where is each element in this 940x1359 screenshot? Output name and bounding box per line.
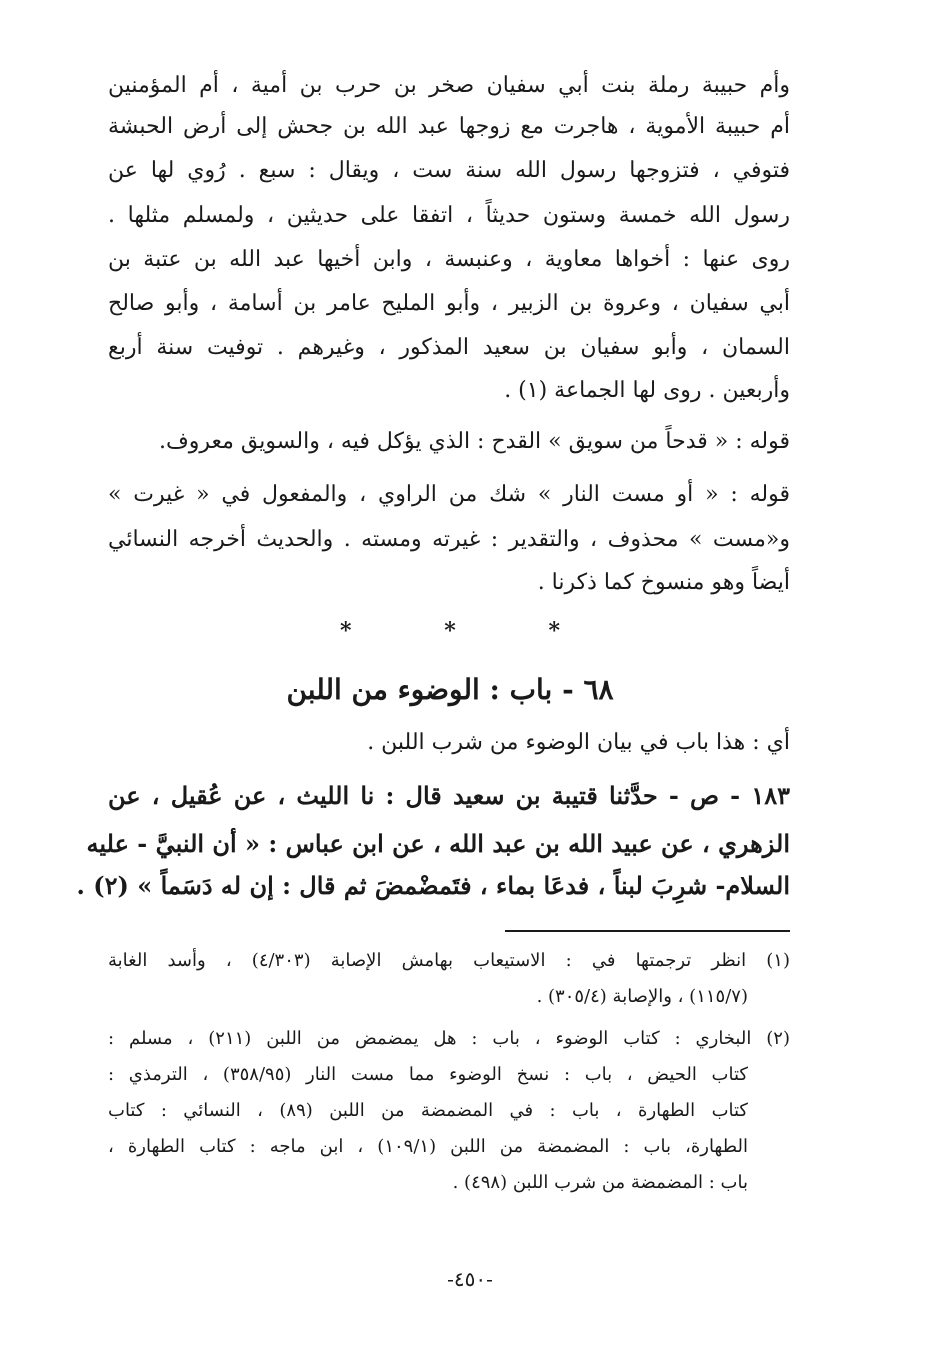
text-line: روى عنها : أخواها معاوية ، وعنبسة ، وابن أخيها عبد الله بن عتبة بن [108,247,790,272]
text-line: أم حبيبة الأموية ، هاجرت مع زوجها عبد الله بن جحش إلى أرض الحبشة [108,114,790,139]
section-separator [340,618,560,648]
page-number: -٤٥٠- [447,1267,493,1291]
text-line: أي : هذا باب في بيان الوضوء من شرب اللبن . [367,730,790,755]
text-line: رسول الله خمسة وستون حديثاً ، اتفقا على حديثين ، ولمسلم مثلها . [108,203,790,228]
text-line: السمان ، وأبو سفيان بن سعيد المذكور ، وغيرهم . توفيت سنة أربع [108,335,790,360]
text-line: وأربعين . روى لها الجماعة (١) . [504,378,790,403]
footnote-line: كتاب الطهارة ، باب : في المضمضة من اللبن (٨٩) ، النسائي : كتاب [108,1100,749,1121]
chapter-heading: ٦٨ - باب : الوضوء من اللبن [286,673,614,706]
separator-star: * [548,618,560,644]
footnote-line: (٢) البخاري : كتاب الوضوء ، باب : هل يمضمض من اللبن (٢١١) ، مسلم : [108,1028,790,1049]
separator-star: * [444,618,456,644]
text-line: فتوفي ، فتزوجها رسول الله سنة ست ، ويقال : سبع . رُوي لها عن [108,158,790,183]
footnote-line: باب : المضمضة من شرب اللبن (٤٩٨) . [452,1172,748,1193]
footnote-line: الطهارة، باب : المضمضة من اللبن (١٠٩/١) ، ابن ماجه : كتاب الطهارة ، [108,1136,748,1157]
text-line: أيضاً وهو منسوخ كما ذكرنا . [537,570,790,595]
text-line: قوله : « قدحاً من سويق » القدح : الذي يؤكل فيه ، والسويق معروف. [158,429,790,454]
hadith-line: ١٨٣ - ص - حدَّثنا قتيبة بن سعيد قال : نا الليث ، عن عُقيل ، عن [108,781,790,810]
text-line: قوله : « أو مست النار » شك من الراوي ، والمفعول في « غيرت » [108,482,790,507]
footnote-line: كتاب الحيض ، باب : نسخ الوضوء مما مست النار (٣٥٨/٩٥) ، الترمذي : [108,1064,748,1085]
text-line: أبي سفيان ، وعروة بن الزبير ، وأبو المليح عامر بن أسامة ، وأبو صالح [108,291,790,316]
hadith-line: الزهري ، عن عبيد الله بن عبد الله ، عن ابن عباس : « أن النبيَّ - عليه [86,829,790,858]
separator-star: * [340,618,352,644]
text-line: و«مست » محذوف ، والتقدير : غيرته ومسته . والحديث أخرجه النسائي [108,527,790,552]
text-line: وأم حبيبة رملة بنت أبي سفيان صخر بن حرب بن أمية ، أم المؤمنين [108,73,790,98]
footnote-line: (١) انظر ترجمتها في : الاستيعاب بهامش الإصابة (٤/٣٠٣) ، وأسد الغابة [108,950,790,971]
footnote-line: (١١٥/٧) ، والإصابة (٣٠٥/٤) . [536,986,748,1007]
footnote-divider [505,930,790,932]
hadith-line: السلام- شرِبَ لبناً ، فدعَا بماء ، فتَمضْمضَ ثم قال : إن له دَسَماً » (٢) . [76,871,790,900]
